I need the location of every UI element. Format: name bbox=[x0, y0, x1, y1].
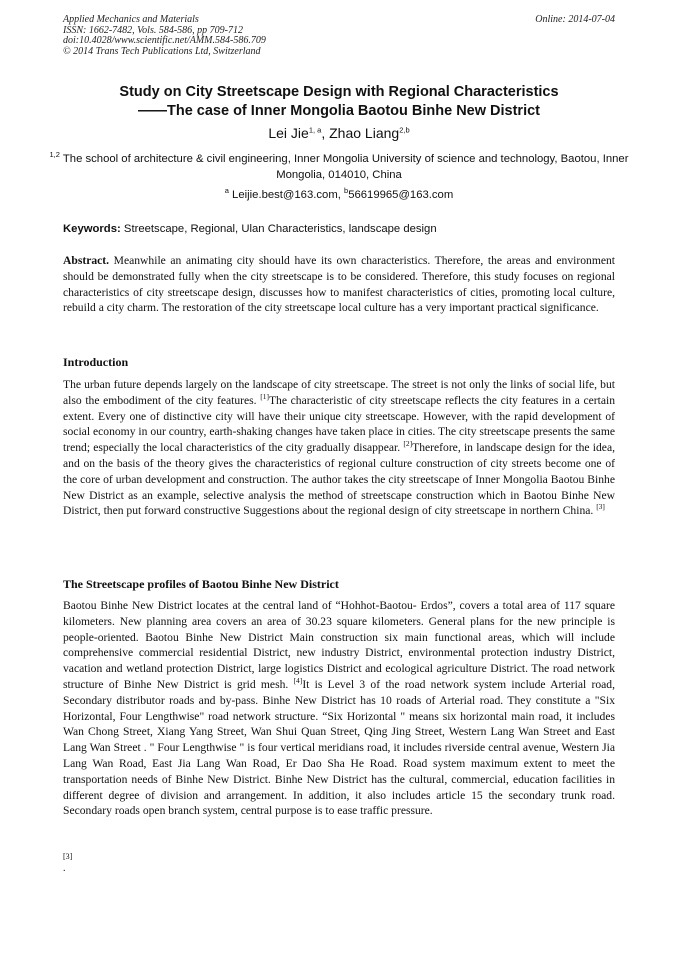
author-separator: , bbox=[321, 125, 330, 141]
email-a-sup: a bbox=[224, 186, 229, 196]
profiles-heading: The Streetscape profiles of Baotou Binhe New District bbox=[63, 577, 339, 591]
affiliation bbox=[40, 151, 638, 183]
title-line-2: ——The case of Inner Mongolia Baotou Binhe New District bbox=[137, 103, 540, 119]
issn-line: ISSN: 1662-7482, Vols. 584-586, pp 709-712 bbox=[63, 24, 243, 36]
intro-text-3: Therefore, in landscape design for the idea, and on the basis of the theory gives the characteristics of regional culture construction of city streets become one of the core of urban development and construction. The author takes the city streetscape of Inner Mongolia Baotou Binhe New District as an example, selective analysis the method of streetscape construction which in Baotou Binhe New District, then put forward constructive Suggestions about the regional design of city streetscape in northern China. bbox=[63, 441, 615, 518]
profiles-text-1: Baotou Binhe New District locates at the central land of “Hohhot-Baotou- Erdos”, covers a total area of 117 square kilometers. New planning area covers an area of 30.23 square kilometers. General plans for the new principle is people-oriented. Baotou Binhe New District Main construction six main functional areas, which will include comprehensive commercial residential District, new industry District, environmental protection industry District, vacation and wetland protection District, large logistics District and ecological agriculture District. The road network structure of Binhe New District is grid mesh. bbox=[63, 599, 615, 691]
keywords-text: Streetscape, Regional, Ulan Characteristics, landscape design bbox=[120, 223, 437, 235]
abstract-label: Abstract. bbox=[63, 254, 110, 267]
citation-4: [4] bbox=[293, 676, 303, 686]
affiliation-text: The school of architecture & civil engineering, Inner Mongolia University of science and technology, Baotou, Inner Mongolia, 014010, China bbox=[59, 153, 629, 181]
profiles-text-2: It is Level 3 of the road network system include Arterial road, Secondary distributor roads and by-pass. Binhe New District has 10 roads of Arterial road. They constitute a "Six Horizontal, Four Lengthwise" road network structure. “Six Horizontal " means six horizontal main road, it includes Wan Chong Street, Xiang Yang Street, Wan Shui Quan Street, Qing Jing Street, Western Lang Wan Street and East Lang Wan Street . " Four Lengthwise " is four vertical meridians road, it includes riverside central avenue, Western Jia Lang Wan Road, East Jia Lang Wan Road, Er Dao Sha He Road. Road system maximum extent to meet the transportation needs of Binhe New District. Binhe New District has the cultural, commercial, education facilities in different degree of division and arrangement. In addition, it also includes article 15 the secondary trunk road. Secondary roads open branch system, central purpose is to ease traffic pressure. bbox=[63, 677, 615, 818]
intro-text-2: The characteristic of city streetscape reflects the city features in a certain extent. Every one of distinctive city will have their unique city streetscape. However, with the rapid development of social economy in our country, earth-shaking changes have taken place in cities. The city streetscape presents the same trend; especially the local characteristics of the city gradually disappear. bbox=[63, 393, 615, 455]
citation-3: [3] bbox=[596, 502, 605, 512]
introduction-paragraph bbox=[63, 377, 615, 519]
author-1-name: Lei Jie bbox=[268, 125, 309, 141]
trailing-citation: [3] bbox=[63, 852, 73, 861]
title-line-1: Study on City Streetscape Design with Regional Characteristics bbox=[119, 84, 559, 100]
doi-line: doi:10.4028/www.scientific.net/AMM.584-586.709 bbox=[63, 35, 266, 46]
paper-title bbox=[40, 83, 638, 121]
copyright-line: © 2014 Trans Tech Publications Ltd, Switzerland bbox=[63, 45, 261, 57]
author-2-sup: 2,b bbox=[399, 125, 410, 135]
trailing-dot: . bbox=[63, 863, 66, 874]
citation-2: [2] bbox=[403, 439, 413, 449]
abstract-paragraph bbox=[63, 253, 615, 316]
email-a[interactable]: Leijie.best@163.com, bbox=[228, 189, 345, 201]
introduction-heading: Introduction bbox=[63, 355, 129, 369]
author-2-name: Zhao Liang bbox=[329, 125, 400, 141]
author-1-sup: 1, a bbox=[308, 125, 322, 135]
abstract-text: Meanwhile an animating city should have its own characteristics. Therefore, the areas and environment should be demonstrated fully when the city streetscape is to be considered. Therefore, this study focuses on regional characteristics of city streetscape design, discusses how to manifest characteristics of cities, promoting local culture, rebuild a city charm. The restoration of the city streetscape local culture has a very important practical significance. bbox=[63, 254, 615, 315]
affiliation-sup: 1,2 bbox=[49, 150, 60, 160]
journal-name: Applied Mechanics and Materials bbox=[63, 14, 199, 25]
email-b[interactable]: 56619965@163.com bbox=[348, 189, 454, 201]
keywords-label: Keywords: bbox=[63, 223, 121, 235]
email-b-sup: b bbox=[344, 186, 349, 196]
profiles-paragraph bbox=[63, 598, 615, 819]
keywords bbox=[63, 222, 437, 237]
citation-1: [1] bbox=[260, 391, 269, 401]
email-line bbox=[40, 187, 638, 203]
author-list bbox=[40, 124, 638, 142]
online-date: Online: 2014-07-04 bbox=[535, 14, 615, 25]
intro-text-1: The urban future depends largely on the landscape of city streetscape. The street is not only the links of social life, but also the embodiment of the city features. bbox=[63, 378, 615, 407]
journal-header bbox=[63, 15, 266, 57]
